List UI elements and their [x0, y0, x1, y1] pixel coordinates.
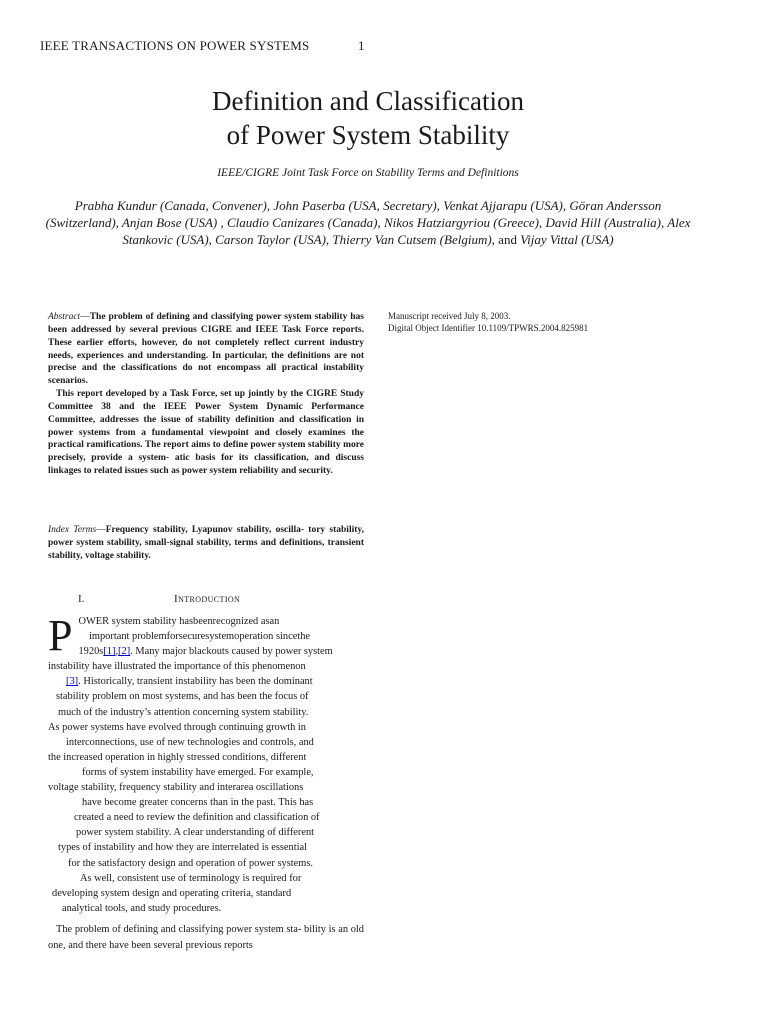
index-terms [48, 524, 364, 563]
intro-line [48, 674, 364, 689]
intro-line-text: . Historically, transient instability has been the dominant [78, 676, 313, 688]
intro-line: important problemforsecuresystemoperation sincethe [89, 631, 311, 643]
intro-line: for the satisfactory design and operation of power systems. [68, 857, 313, 869]
intro-line: power system stability. A clear understanding of different [76, 827, 315, 839]
intro-line: forms of system instability have emerged. For example, [82, 766, 314, 778]
paper-title-line-2: of Power System Stability [226, 120, 510, 150]
intro-line: As power systems have evolved through continuing growth in [48, 721, 306, 733]
intro-line: developing system design and operating criteria, standard [52, 887, 292, 899]
introduction-paragraph-2: The problem of defining and classifying power system sta- bility is an old one, and there have been several previous reports [48, 924, 364, 951]
abstract [48, 311, 364, 478]
intro-line: created a need to review the definition and classification of [74, 812, 320, 824]
manuscript-footnote [388, 310, 588, 334]
doi-text: Digital Object Identifier 10.1109/TPWRS.2004.825981 [388, 323, 589, 333]
page-number: 1 [358, 38, 365, 53]
introduction-paragraph [48, 611, 364, 916]
section-title: Introduction [174, 593, 241, 605]
intro-line: the increased operation in highly stressed conditions, different [48, 751, 307, 763]
index-terms-dash: — [96, 525, 106, 535]
abstract-dash: — [80, 312, 90, 322]
intro-line-text: , [115, 646, 119, 658]
citation-link-2[interactable]: [2] [118, 646, 131, 658]
intro-line: types of instability and how they are interrelated is essential [58, 842, 308, 854]
authors-text: Prabha Kundur (Canada, Convener), John Paserba (USA, Secretary), Venkat Ajjarapu (USA), Göran Andersson (Switzerland), Anjan Bose (USA) , Claudio Canizares (Canada), Nikos Hatziargyriou (Greece), David Hill (Australia), Alex Stankovic (USA), Carson Taylor (USA), Thierry Van Cutsem (Belgium), [45, 198, 691, 247]
abstract-paragraph-2: This report developed by a Task Force, set up jointly by the CIGRE Study Committee 38 and the IEEE Power System Dynamic Performance Committee, addresses the issue of stability definition and classification in power systems from a fundamental viewpoint and closely examines the practical ramifications. The report aims to define power system stability more precisely, provide a system- atic basis for its classification, and discuss linkages to related issues such as power system reliability and security. [48, 389, 364, 477]
drop-cap: P [48, 611, 73, 660]
task-force-subtitle: IEEE/CIGRE Joint Task Force on Stability Terms and Definitions [217, 167, 519, 179]
paper-title-line-1: Definition and Classification [212, 86, 524, 116]
index-terms-text: Frequency stability, Lyapunov stability, oscilla- tory stability, power system stability, small-signal stability, terms and definitions, transient stability, voltage stability. [48, 525, 364, 561]
intro-line-text: 1920s [78, 646, 104, 658]
intro-line: voltage stability, frequency stability and interarea oscillations [48, 782, 304, 794]
abstract-label: Abstract [48, 312, 81, 322]
intro-line [48, 644, 364, 659]
intro-line: stability problem on most systems, and has been the focus of [56, 691, 309, 703]
intro-line: instability have illustrated the importance of this phenomenon [48, 661, 306, 673]
citation-link-1[interactable]: [1] [103, 646, 116, 658]
manuscript-received: Manuscript received July 8, 2003. [388, 311, 511, 321]
intro-line-text: . Many major blackouts caused by power system [130, 646, 333, 658]
intro-line: have become greater concerns than in the past. This has [82, 797, 314, 809]
intro-line: analytical tools, and study procedures. [62, 902, 222, 914]
intro-line: much of the industry’s attention concerning system stability. [58, 706, 309, 718]
intro-line: OWER system stability hasbeenrecognized asan [78, 616, 280, 627]
authors-last: Vijay Vittal (USA) [520, 232, 614, 247]
authors-conjunction: and [498, 232, 517, 247]
running-header: IEEE TRANSACTIONS ON POWER SYSTEMS [40, 38, 310, 53]
index-terms-label: Index Terms [48, 525, 97, 535]
citation-link-3[interactable]: [3] [66, 676, 79, 688]
author-list [42, 197, 694, 248]
intro-line: interconnections, use of new technologies and controls, and [66, 736, 314, 748]
section-number: I. [78, 593, 85, 605]
abstract-paragraph-1: The problem of defining and classifying power system stability has been addressed by several previous CIGRE and IEEE Task Force reports. These earlier efforts, however, do not completely reflect current industry needs, experiences and understanding. In particular, the definitions are not precise and the classifications do not encompass all practical instability scenarios. [48, 312, 364, 387]
intro-line: As well, consistent use of terminology is required for [80, 872, 302, 884]
